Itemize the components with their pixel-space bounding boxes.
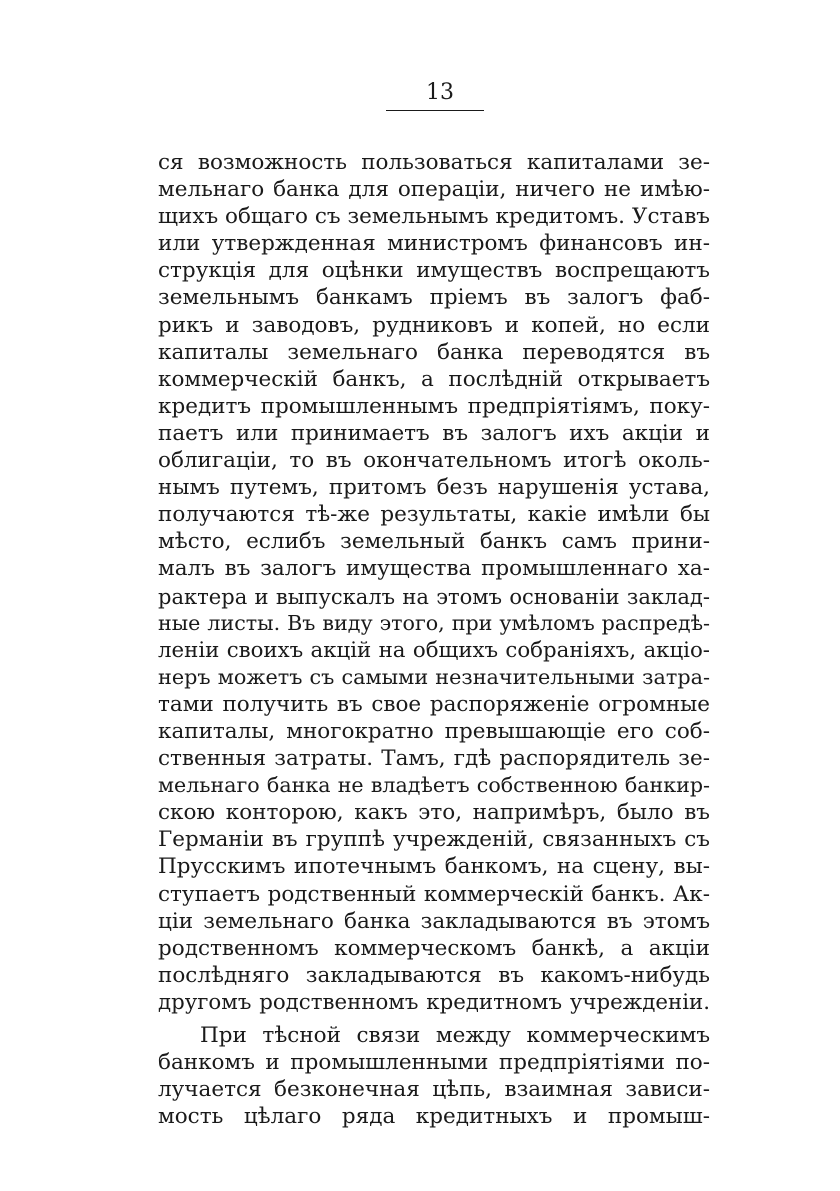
text-line-13: нымъ путемъ, притомъ безъ нарушенія устава, [158, 475, 710, 501]
text-line-26: Германіи въ группѣ учрежденій, связанныхъ съ [158, 827, 710, 853]
text-line-10: кредитъ промышленнымъ предпріятіямъ, поку- [158, 393, 710, 419]
text-line-29: ціи земельнаго банка закладываются въ этомъ [158, 908, 710, 934]
text-line-35: лучается безконечная цѣпь, взаимная зависи- [158, 1077, 710, 1103]
text-line-14: получаются тѣ-же результаты, какіе имѣли бы [158, 502, 710, 528]
text-line-11: паетъ или принимаетъ въ залогъ ихъ акціи и [158, 420, 710, 446]
text-line-34: банкомъ и промышленными предпріятіями по- [158, 1050, 710, 1076]
text-line-16: малъ въ залогъ имущества промышленнаго ха- [158, 556, 710, 582]
text-line-24: мельнаго банка не владѣетъ собственною банкир- [158, 773, 710, 798]
text-line-7: рикъ и заводовъ, рудниковъ и копей, но если [158, 312, 710, 338]
text-line-25: скою конторою, какъ это, напримѣръ, было въ [158, 800, 710, 826]
text-line-32: другомъ родственномъ кредитномъ учрежденіи. [158, 989, 710, 1015]
text-line-1: ся возможность пользоваться капиталами зе- [158, 150, 710, 175]
text-line-3: щихъ общаго съ земельнымъ кредитомъ. Уставъ [158, 204, 710, 230]
text-line-33: При тѣсной связи между коммерческимъ [200, 1023, 710, 1048]
text-line-31: послѣдняго закладываются въ какомъ-нибудь [158, 962, 710, 988]
text-line-6: земельнымъ банкамъ пріемъ въ залогъ фаб- [158, 285, 710, 311]
page-number: 13 [426, 80, 454, 105]
text-line-9: коммерческій банкъ, а послѣдній открываетъ [158, 366, 710, 392]
text-line-27: Прусскимъ ипотечнымъ банкомъ, на сцену, вы- [158, 854, 710, 880]
text-line-22: капиталы, многократно превышающіе его соб- [158, 718, 710, 744]
text-line-18: ные листы. Въ виду этого, при умѣломъ распредѣ- [158, 610, 710, 635]
body-text [158, 149, 710, 1130]
text-line-21: тами получить въ свое распоряженіе огромные [158, 691, 710, 717]
text-line-5: струкція для оцѣнки имуществъ воспрещаютъ [158, 258, 710, 284]
text-line-19: леніи своихъ акцій на общихъ собраніяхъ, акціо- [158, 637, 710, 663]
text-line-36: мость цѣлаго ряда кредитныхъ и промыш- [158, 1104, 710, 1130]
text-line-2: мельнаго банка для операціи, ничего не имѣю- [158, 177, 710, 203]
text-line-8: капиталы земельнаго банка переводятся въ [158, 339, 710, 365]
text-line-30: родственномъ коммерческомъ банкѣ, а акціи [158, 935, 710, 961]
text-line-28: ступаетъ родственный коммерческій банкъ. Ак- [158, 881, 710, 907]
text-line-23: ственныя затраты. Тамъ, гдѣ распорядитель зе- [158, 746, 710, 772]
text-line-20: неръ можетъ съ самыми незначительными затра- [158, 664, 710, 689]
text-line-15: мѣсто, еслибъ земельный банкъ самъ прини- [158, 529, 710, 555]
text-line-4: или утвержденная министромъ финансовъ ин- [158, 231, 710, 257]
text-line-12: облигаціи, то въ окончательномъ итогѣ околь- [158, 448, 710, 474]
header-rule [386, 110, 484, 111]
text-line-17: рактера и выпускалъ на этомъ основаніи заклад- [158, 583, 710, 609]
